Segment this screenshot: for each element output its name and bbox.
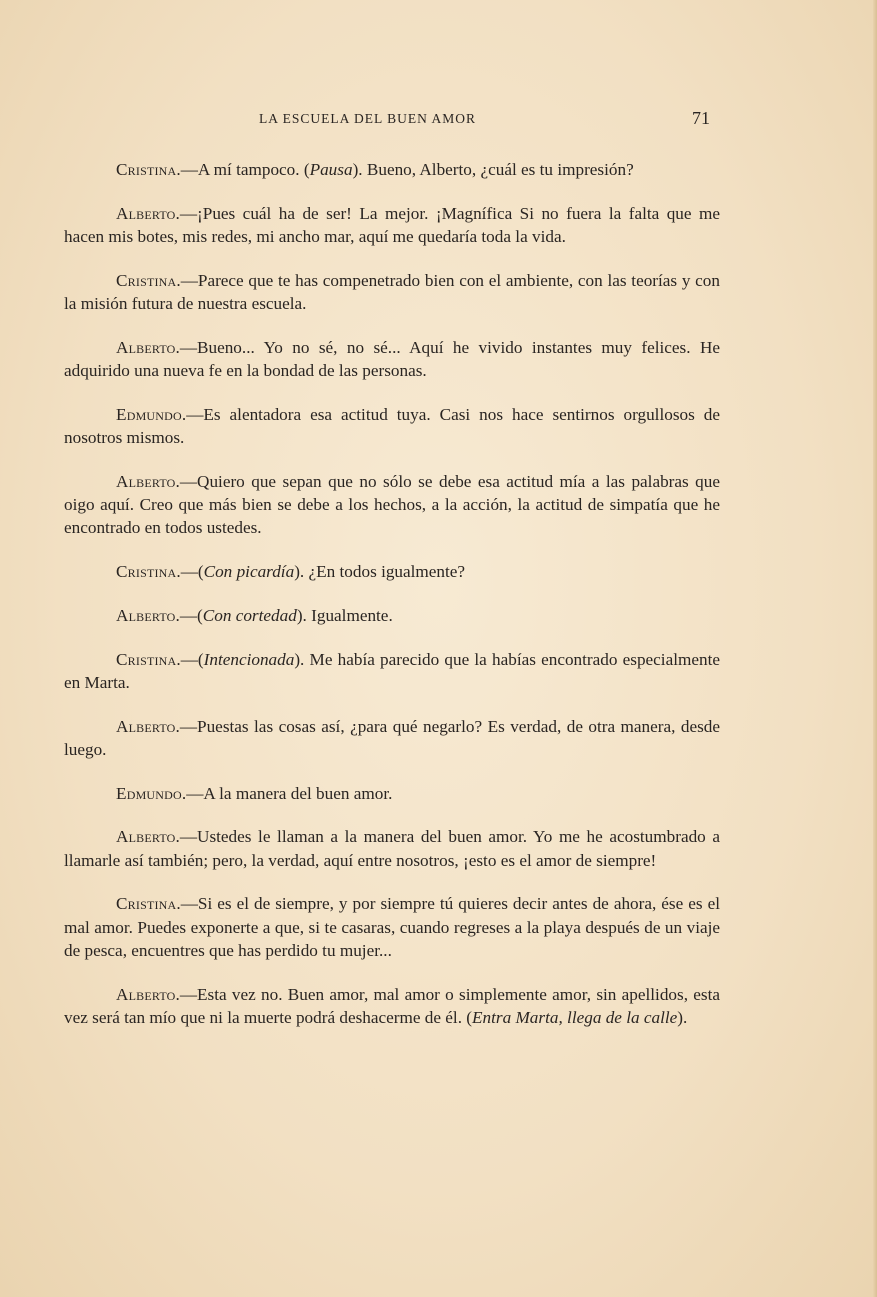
dialogue-text: .—Es alentadora esa actitud tuya. Casi nos hace sentirnos orgullosos de nosotros mismos. <box>64 404 720 447</box>
page-number: 71 <box>692 108 710 128</box>
dialogue-paragraph <box>64 403 720 449</box>
dialogue-paragraph <box>64 336 720 382</box>
dialogue-text: ). ¿En todos igualmente? <box>294 562 466 581</box>
dialogue-text: .—Parece que te has compenetrado bien con el ambiente, con las teorías y con la misión futura de nuestra escuela. <box>64 270 720 313</box>
dialogue-paragraph <box>64 202 720 248</box>
dialogue-text: .—Bueno... Yo no sé, no sé... Aquí he vivido instantes muy felices. He adquirido una nueva fe en la bondad de las personas. <box>64 337 720 380</box>
dialogue-paragraph <box>64 648 720 694</box>
speaker-name: Alberto <box>116 716 176 736</box>
dialogue-paragraph <box>64 470 720 540</box>
dialogue-paragraph <box>64 269 720 315</box>
dialogue-text: .—Esta vez no. Buen amor, mal amor o simplemente amor, sin apellidos, esta vez será tan mío que ni la muerte podrá deshacerme de él. ( <box>64 984 720 1027</box>
speaker-name: Alberto <box>116 984 176 1004</box>
running-head-title: LA ESCUELA DEL BUEN AMOR <box>259 111 477 126</box>
dialogue-text: .—A la manera del buen amor. <box>181 783 393 803</box>
dialogue-text: .—¡Pues cuál ha de ser! La mejor. ¡Magnífica Si no fuera la falta que me hacen mis botes, mis redes, mi ancho mar, aquí me quedaría toda la vida. <box>64 203 720 246</box>
speaker-name: Alberto <box>116 605 176 625</box>
dialogue-body <box>64 158 720 1050</box>
speaker-name: Cristina <box>116 562 177 581</box>
speaker-name: Edmundo <box>116 404 182 424</box>
stage-direction: Con picardía <box>203 562 295 581</box>
dialogue-paragraph <box>64 158 720 181</box>
dialogue-paragraph <box>64 715 720 761</box>
speaker-name: Alberto <box>116 471 176 491</box>
dialogue-text: .—( <box>176 562 204 581</box>
dialogue-text: .—( <box>176 649 204 669</box>
dialogue-text: .—( <box>175 605 203 625</box>
dialogue-text: .—Ustedes le llaman a la manera del buen amor. Yo me he acostumbrado a llamarle así también; pero, la verdad, aquí entre nosotros, ¡esto es el amor de siempre! <box>64 827 720 870</box>
speaker-name: Alberto <box>116 337 176 357</box>
dialogue-text: ). Bueno, Alberto, ¿cuál es tu impresión? <box>352 160 634 179</box>
dialogue-paragraph <box>64 560 720 583</box>
stage-direction: Pausa <box>309 160 353 179</box>
speaker-name: Alberto <box>116 827 176 847</box>
speaker-name: Cristina <box>116 270 177 290</box>
dialogue-text: .—Puestas las cosas así, ¿para qué negarlo? Es verdad, de otra manera, desde luego. <box>64 716 720 759</box>
stage-direction: Intencionada <box>203 649 295 669</box>
dialogue-text: ). <box>677 1007 688 1027</box>
dialogue-paragraph <box>64 983 720 1029</box>
dialogue-text: ). Me había parecido que la habías encontrado especialmente en Marta. <box>64 649 720 692</box>
dialogue-text: .—Quiero que sepan que no sólo se debe esa actitud mía a las palabras que oigo aquí. Creo que más bien se debe a los hechos, a la acción, la actitud de simpatía que he encontrado en todos ustedes. <box>64 471 720 538</box>
speaker-name: Cristina <box>116 160 177 179</box>
dialogue-paragraph <box>64 604 720 627</box>
speaker-name: Cristina <box>116 894 177 914</box>
running-head <box>0 108 877 132</box>
speaker-name: Cristina <box>116 649 177 669</box>
dialogue-text: .—A mí tampoco. ( <box>176 160 310 179</box>
stage-direction: Con cortedad <box>202 605 297 625</box>
page-edge <box>873 0 877 1297</box>
speaker-name: Alberto <box>116 203 176 223</box>
speaker-name: Edmundo <box>116 783 182 803</box>
stage-direction: Entra Marta, llega de la calle <box>472 1007 678 1027</box>
dialogue-text: .—Si es el de siempre, y por siempre tú quieres decir antes de ahora, ése es el mal amor. Puedes exponerte a que, si te casaras, cuando regreses a la playa después de un viaje de pesca, encuentres que has perdido tu mujer... <box>64 894 720 960</box>
dialogue-paragraph <box>64 825 720 871</box>
dialogue-text: ). Igualmente. <box>296 605 393 625</box>
dialogue-paragraph <box>64 782 720 805</box>
dialogue-paragraph <box>64 892 720 962</box>
